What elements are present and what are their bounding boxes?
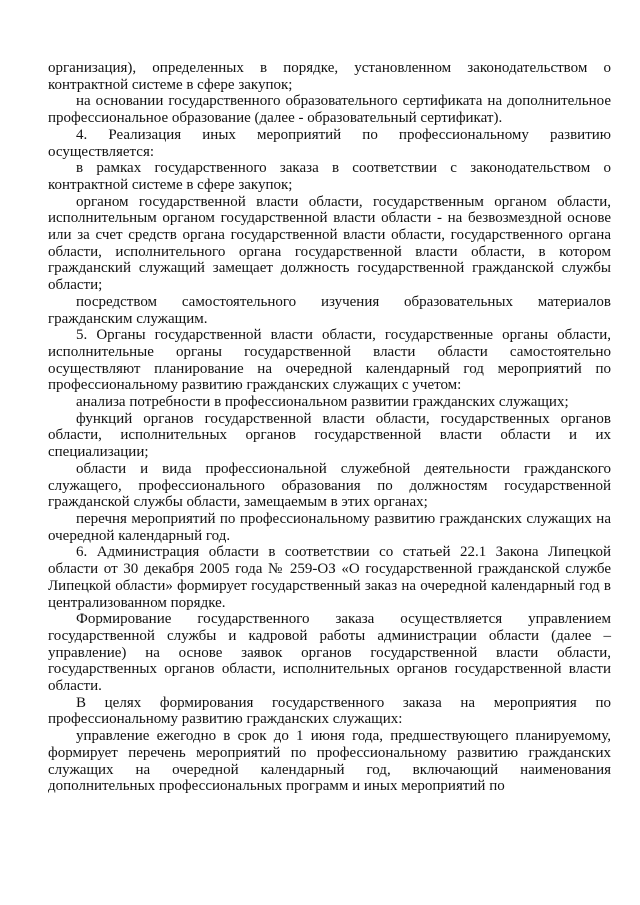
list-item-events-list: перечня мероприятий по профессиональному развитию гражданских служащих на очередной календарный год. (48, 510, 611, 544)
list-item-state-body: органом государственной власти области, государственным органом области, исполнительным органом государственной власти области - на безвозмездной основе или за счет средств органа государственной власти области, государственного органа области, исполнительного органа государственной власти области, в котором гражданский служащий замещает должность государственной гражданской службы области; (48, 193, 611, 294)
clause-5: 5. Органы государственной власти области, государственные органы области, исполнительные органы государственной власти области самостоятельно осуществляют планирование на очередной календарный год мероприятий по профессиональному развитию гражданских служащих с учетом: (48, 327, 611, 394)
paragraph-purpose: В целях формирования государственного заказа на мероприятия по профессиональному развитию гражданских служащих: (48, 694, 611, 728)
list-item-needs-analysis: анализа потребности в профессиональном развитии гражданских служащих; (76, 394, 569, 411)
paragraph-continuation: организация), определенных в порядке, установленном законодательством о контрактной системе в сфере закупок; (48, 60, 611, 93)
clause-6: 6. Администрация области в соответствии со статьей 22.1 Закона Липецкой области от 30 декабря 2005 года № 259-ОЗ «О государственной гражданской службе Липецкой области» формирует государственный заказ на очередной календарный год в централизованном порядке. (48, 544, 611, 611)
list-item-certificate: на основании государственного образовательного сертификата на дополнительное профессиональное образование (далее - образовательный сертификат). (48, 93, 611, 127)
list-item-self-study: посредством самостоятельного изучения образовательных материалов гражданским служащим. (48, 293, 611, 327)
clause-4: 4. Реализация иных мероприятий по профессиональному развитию осуществляется: (48, 126, 611, 160)
paragraph-formation: Формирование государственного заказа осуществляется управлением государственной службы и кадровой работы администрации области (далее – управление) на основе заявок органов государственной власти области, государственных органов области, исполнительных органов государственной власти области. (48, 611, 611, 695)
list-item-state-order: в рамках государственного заказа в соответствии с законодательством о контрактной системе в сфере закупок; (48, 160, 611, 193)
list-item-annual-list: управление ежегодно в срок до 1 июня года, предшествующего планируемому, формирует перечень мероприятий по профессиональному развитию гражданских служащих на очередной календарный год, включающий наименования дополнительных профессиональных программ и иных мероприятий по (48, 728, 611, 795)
document-body (48, 60, 611, 795)
list-item-activity-area: области и вида профессиональной служебной деятельности гражданского служащего, профессионального образования по должностям государственной гражданской службы области, замещаемым в этих органах; (48, 460, 611, 511)
list-item-functions: функций органов государственной власти области, государственных органов области, исполнительных органов государственной власти области и их специализации; (48, 410, 611, 461)
